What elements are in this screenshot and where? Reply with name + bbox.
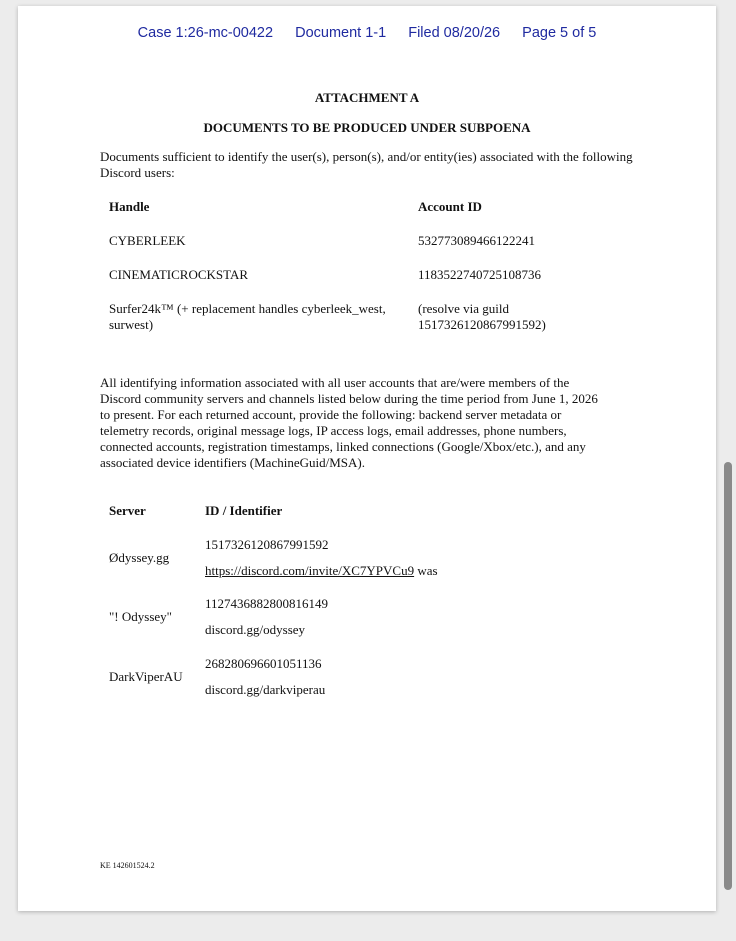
identifier-column-header: ID / Identifier bbox=[205, 503, 283, 518]
request-paragraph bbox=[100, 375, 640, 471]
invite-link[interactable]: https://discord.com/invite/XC7YPVCu9 bbox=[205, 563, 415, 578]
account-id-line: 1517326120867991592) bbox=[418, 317, 546, 332]
user-account-id bbox=[418, 301, 546, 333]
server-name: Ødyssey.gg bbox=[109, 550, 170, 565]
document-page bbox=[18, 6, 716, 911]
server-name: DarkViperAU bbox=[109, 669, 183, 684]
server-invite bbox=[205, 563, 438, 579]
account-id-line: (resolve via guild bbox=[418, 301, 509, 316]
server-id: 1127436882800816149 bbox=[205, 596, 329, 611]
user-account-id: 1183522740725108736 bbox=[418, 267, 542, 282]
user-handle-line: Surfer24k™ (+ replacement handles cyberleek_west, bbox=[109, 301, 386, 316]
server-invite: discord.gg/darkviperau bbox=[205, 682, 326, 697]
server-column-header: Server bbox=[109, 503, 146, 518]
user-handle-line: surwest) bbox=[109, 317, 154, 332]
document-footer-code: KE 142601524.2 bbox=[100, 861, 155, 870]
server-invite: discord.gg/odyssey bbox=[205, 622, 306, 637]
invite-link-suffix: was bbox=[414, 563, 438, 578]
case-header bbox=[18, 25, 716, 41]
account-id-column-header: Account ID bbox=[418, 199, 482, 214]
paragraph-line: Discord community servers and channels listed below during the time period from June 1, 2026 bbox=[100, 391, 598, 406]
user-account-id: 532773089466122241 bbox=[418, 233, 535, 248]
paragraph-line: to present. For each returned account, provide the following: backend server metadata or bbox=[100, 407, 562, 422]
attachment-subtitle: DOCUMENTS TO BE PRODUCED UNDER SUBPOENA bbox=[203, 120, 531, 135]
user-handle bbox=[109, 301, 386, 333]
paragraph-line: associated device identifiers (MachineGuid/MSA). bbox=[100, 455, 365, 470]
page-indicator: Page 5 of 5 bbox=[522, 25, 597, 41]
user-handle: CYBERLEEK bbox=[109, 233, 186, 248]
attachment-title: ATTACHMENT A bbox=[314, 90, 420, 105]
document-number: Document 1-1 bbox=[295, 25, 387, 41]
filed-date: Filed 08/20/26 bbox=[408, 25, 501, 41]
server-name: "! Odyssey" bbox=[109, 609, 172, 624]
server-id: 268280696601051136 bbox=[205, 656, 322, 671]
handle-column-header: Handle bbox=[109, 199, 150, 214]
paragraph-line: telemetry records, original message logs, IP access logs, email addresses, phone numbers, bbox=[100, 423, 567, 438]
vertical-scrollbar[interactable] bbox=[724, 462, 732, 890]
server-id: 1517326120867991592 bbox=[205, 537, 329, 552]
paragraph-line: connected accounts, registration timestamps, linked connections (Google/Xbox/etc.), and any bbox=[100, 439, 586, 454]
intro-paragraph: Documents sufficient to identify the user(s), person(s), and/or entity(ies) associated with the following Discord users: bbox=[100, 149, 633, 180]
paragraph-line: All identifying information associated with all user accounts that are/were members of the bbox=[100, 375, 570, 390]
case-number: Case 1:26-mc-00422 bbox=[137, 25, 274, 41]
user-handle: CINEMATICROCKSTAR bbox=[109, 267, 249, 282]
